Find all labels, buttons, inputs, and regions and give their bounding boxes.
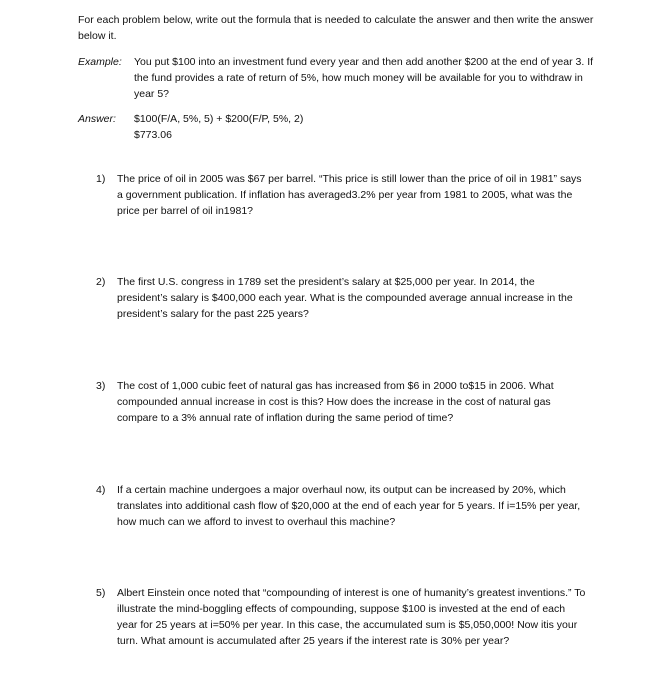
example-text: You put $100 into an investment fund every year and then add another $200 at the end of year 3. If the fund provides a rate of return of 5%, how much money will be available for you to withdraw in year 5? xyxy=(134,56,594,100)
answer-value: $773.06 xyxy=(134,129,172,141)
problem-3-number: 3) xyxy=(96,380,106,392)
problem-4-text: If a certain machine undergoes a major overhaul now, its output can be increased by 20%, which translates into additional cash flow of $20,000 at the end of each year for 5 years. If i=15% per year, how much can we afford to invest to overhaul this machine? xyxy=(117,484,581,528)
answer-label: Answer: xyxy=(78,113,116,125)
instructions: For each problem below, write out the formula that is needed to calculate the answer and then write the answer below it. xyxy=(78,14,594,42)
problem-5-number: 5) xyxy=(96,587,106,599)
example-label: Example: xyxy=(78,56,122,68)
problem-4-number: 4) xyxy=(96,484,106,496)
problem-5-text: Albert Einstein once noted that “compounding of interest is one of humanity’s greatest inventions.” To illustrate the mind-boggling effects of compounding, suppose $100 is invested at the end of each year for 25 years at i=50% per year. In this case, the accumulated sum is $5,050,000! Now itis your turn. What amount is accumulated after 25 years if the interest rate is 30% per year? xyxy=(117,587,586,647)
problem-3-text: The cost of 1,000 cubic feet of natural gas has increased from $6 in 2000 to$15 in 2006. What compounded annual increase in cost is this? How does the increase in the cost of natural gas compare to a 3% annual rate of inflation during the same period of time? xyxy=(117,380,554,424)
problem-1-text: The price of oil in 2005 was $67 per barrel. “This price is still lower than the price of oil in 1981” says a government publication. If inflation has averaged3.2% per year from 1981 to 2005, what was the price per barrel of oil in1981? xyxy=(117,173,582,217)
answer-block xyxy=(134,111,434,143)
problem-2-text: The first U.S. congress in 1789 set the president’s salary at $25,000 per year. In 2014, the president’s salary is $400,000 each year. What is the compounded average annual increase in the president’s salary for the past 225 years? xyxy=(117,276,573,320)
answer-formula: $100(F/A, 5%, 5) + $200(F/P, 5%, 2) xyxy=(134,113,304,125)
problem-2-number: 2) xyxy=(96,276,106,288)
problem-1-number: 1) xyxy=(96,173,106,185)
